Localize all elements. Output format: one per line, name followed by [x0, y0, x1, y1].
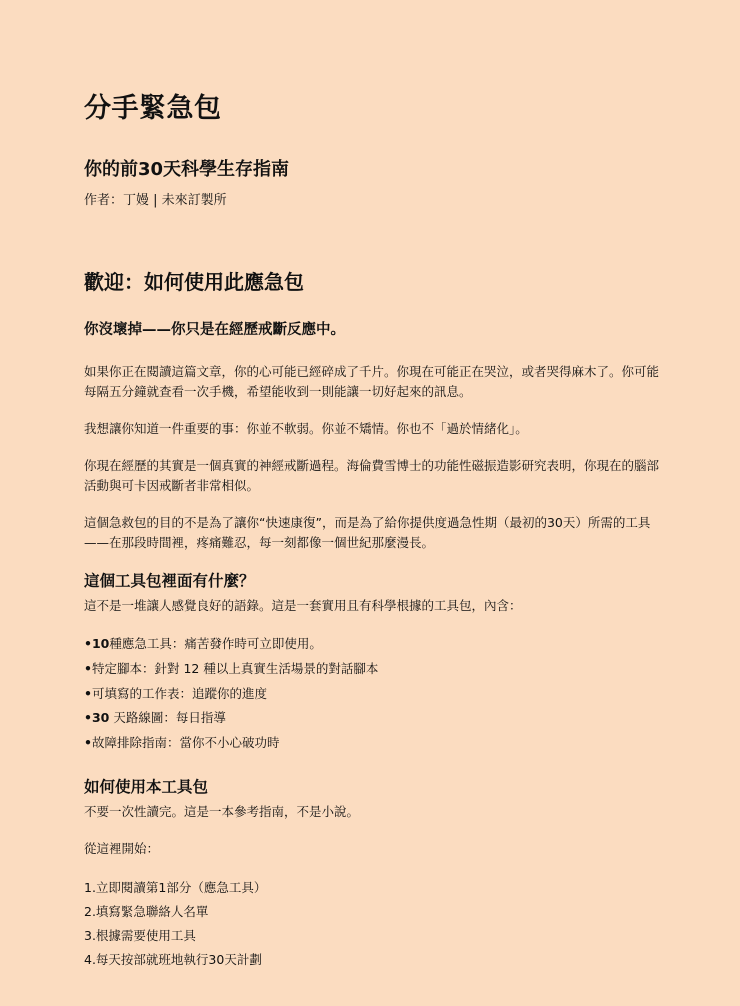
- start-label: 從這裡開始：: [84, 841, 160, 856]
- step-item: 3.根據需要使用工具: [84, 928, 196, 943]
- list-item: •30 天路線圖：每日指導: [84, 710, 226, 725]
- welcome-heading: 歡迎：如何使用此應急包: [84, 270, 304, 294]
- step-item: 2.填寫緊急聯絡人名單: [84, 904, 209, 919]
- howto-heading: 如何使用本工具包: [84, 778, 209, 796]
- step-item: 1.立即閱讀第1部分（應急工具）: [84, 880, 267, 895]
- author-line: 作者：丁嫚 | 未來訂製所: [84, 193, 227, 208]
- document-subtitle: 你的前30天科學生存指南: [84, 159, 290, 180]
- welcome-lead: 你沒壞掉——你只是在經歷戒斷反應中。: [84, 322, 345, 338]
- paragraph-not-weak: 我想讓你知道一件重要的事：你並不軟弱。你並不矯情。你也不「過於情緒化」。: [84, 421, 528, 436]
- paragraph-heartbreak: 如果你正在閱讀這篇文章，你的心可能已經碎成了千片。你現在可能正在哭泣，或者哭得麻木了。你可能每隔五分鐘就查看一次手機，希望能收到一則能讓一切好起來的訊息。: [84, 364, 660, 399]
- step-item: 4.每天按部就班地執行30天計劃: [84, 952, 262, 967]
- list-item: •10種應急工具：痛苦發作時可立即使用。: [84, 636, 322, 651]
- list-item: •故障排除指南：當你不小心破功時: [84, 735, 280, 750]
- list-item: •特定腳本：針對 12 種以上真實生活場景的對話腳本: [84, 661, 379, 676]
- toolkit-heading: 這個工具包裡面有什麼？: [84, 572, 255, 590]
- paragraph-withdrawal: 你現在經歷的其實是一個真實的神經戒斷過程。海倫費雪博士的功能性磁振造影研究表明，你現在的腦部活動與可卡因戒斷者非常相似。: [84, 458, 660, 493]
- howto-intro: 不要一次性讀完。這是一本參考指南，不是小說。: [84, 804, 360, 819]
- list-item: •可填寫的工作表：追蹤你的進度: [84, 686, 268, 701]
- document-title: 分手緊急包: [84, 93, 222, 124]
- toolkit-intro: 這不是一堆讓人感覺良好的語錄。這是一套實用且有科學根據的工具包，內含：: [84, 598, 522, 613]
- paragraph-purpose: 這個急救包的目的不是為了讓你“快速康復”，而是為了給你提供度過急性期（最初的30天）所需的工具——在那段時間裡，疼痛難忍，每一刻都像一個世紀那麼漫長。: [84, 515, 651, 550]
